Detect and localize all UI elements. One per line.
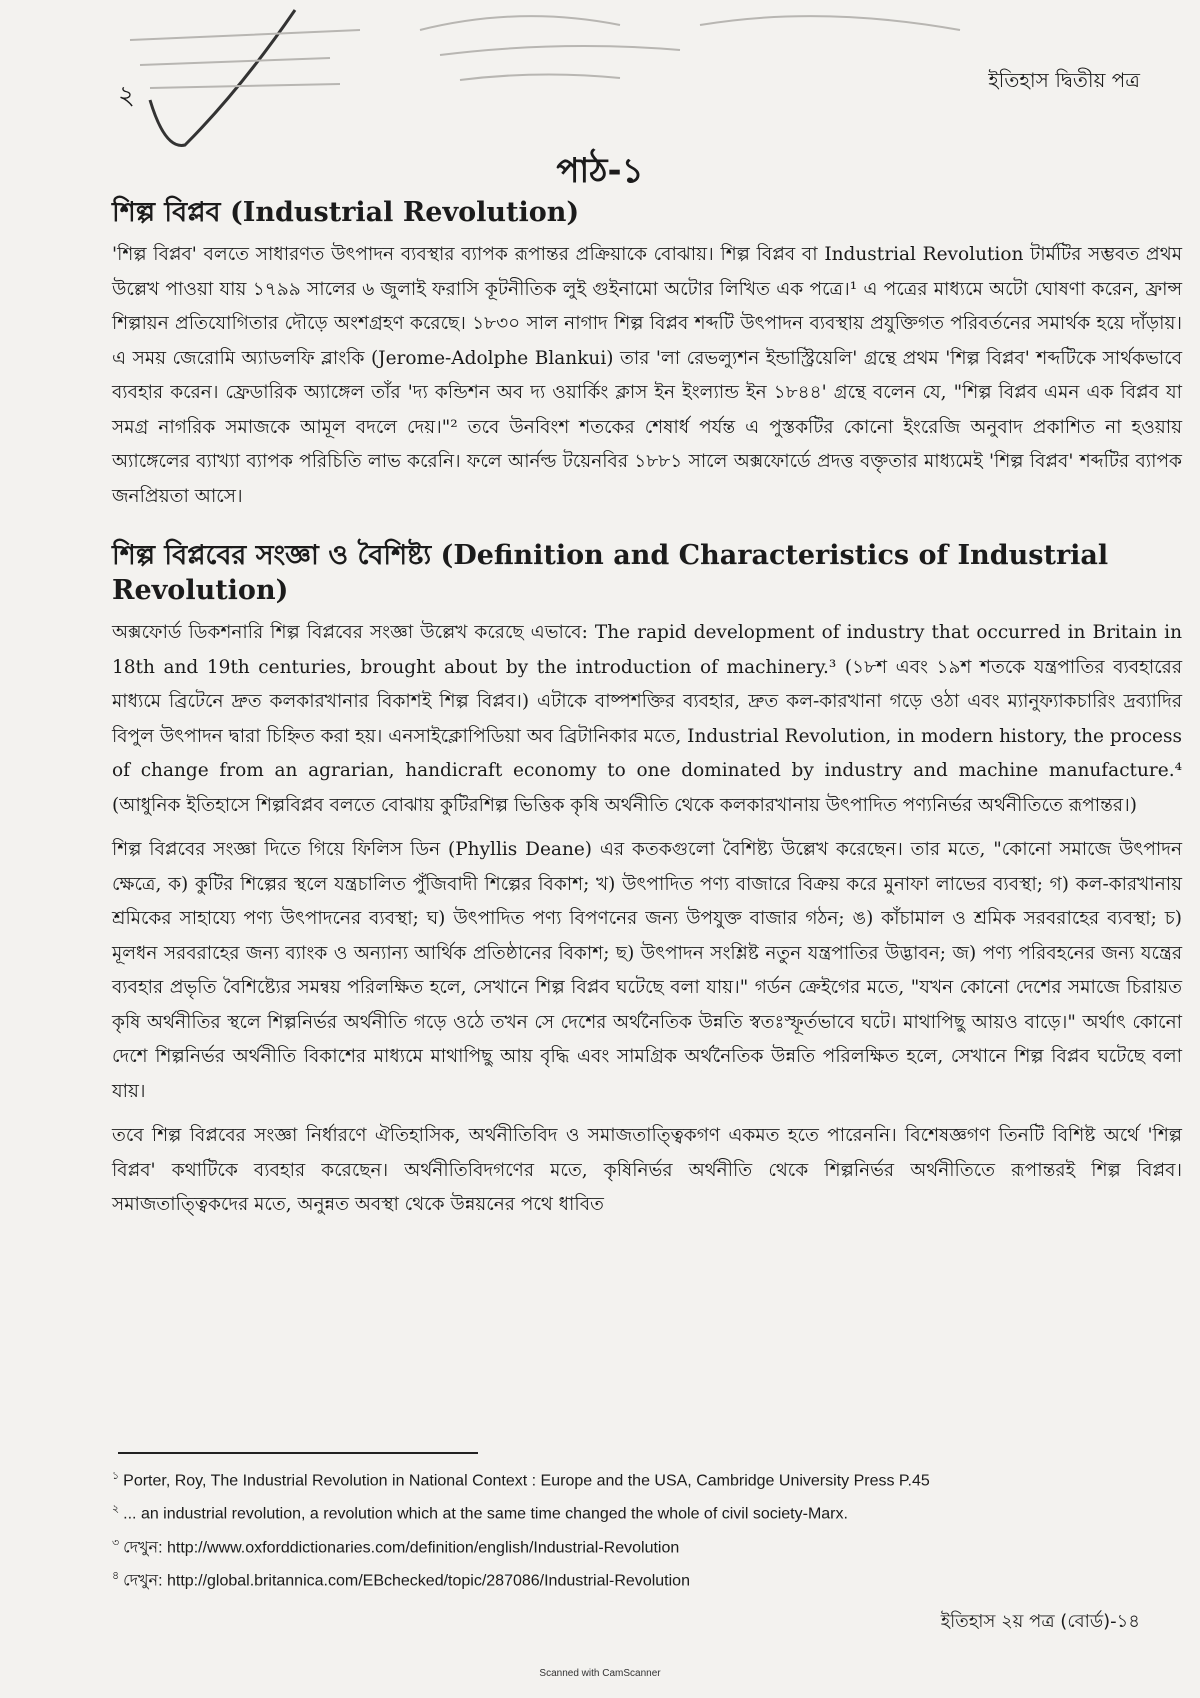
footnotes: [112, 1462, 1162, 1595]
footnote-3: [112, 1529, 1162, 1562]
section-heading-definition: শিল্প বিপ্লবের সংজ্ঞা ও বৈশিষ্ট্য (Definition and Characteristics of Industrial Revolution): [112, 540, 1109, 607]
footnote-text: দেখুন: http://global.britannica.com/EBchecked/topic/287086/Industrial-Revolution: [123, 1572, 690, 1590]
page-number: ২: [118, 81, 135, 111]
footnote-text: ... an industrial revolution, a revolution which at the same time changed the whole of civil society-Marx.: [123, 1505, 848, 1523]
footnote-mark: ২: [112, 1503, 120, 1516]
footnote-4: [112, 1562, 1162, 1595]
footnote-mark: ৩: [112, 1536, 120, 1549]
footnote-mark: ১: [112, 1470, 120, 1482]
scanner-watermark: Scanned with CamScanner: [539, 1668, 661, 1679]
footnote-text: Porter, Roy, The Industrial Revolution in National Context : Europe and the USA, Cambridge University Press P.45: [123, 1472, 930, 1490]
footnote-1: [112, 1462, 1162, 1495]
section2-paragraph-2: শিল্প বিপ্লবের সংজ্ঞা দিতে গিয়ে ফিলিস ডিন (Phyllis Deane) এর কতকগুলো বৈশিষ্ট্য উল্লেখ করেছেন। তার মতে, "কোনো সমাজে উৎপাদন ক্ষেত্রে, ক) কুটির শিল্পের স্থলে যন্ত্রচালিত পুঁজিবাদী শিল্পের বিকাশ; খ) উৎপাদিত পণ্য বাজারে বিক্রয় করে মুনাফা লাভের ব্যবস্থা; গ) কল-কারখানায় শ্রমিকের সাহায্যে পণ্য উৎপাদনের ব্যবস্থা; ঘ) উৎপাদিত পণ্য বিপণনের জন্য উপযুক্ত বাজার গঠন; ঙ) কাঁচামাল ও শ্রমিক সরবরাহের ব্যবস্থা; চ) মূলধন সরবরাহের জন্য ব্যাংক ও অন্যান্য আর্থিক প্রতিষ্ঠানের বিকাশ; ছ) উৎপাদন সংশ্লিষ্ট নতুন যন্ত্রপাতির উদ্ভাবন; জ) পণ্য পরিবহনের জন্য যন্ত্রের ব্যবহার প্রভৃতি বৈশিষ্ট্যের সমন্বয় পরিলক্ষিত হলে, সেখানে শিল্প বিপ্লব ঘটেছে বলা যায়।" গর্ডন ক্রেইগের মতে, "যখন কোনো দেশের সমাজে চিরায়ত কৃষি অর্থনীতির স্থলে শিল্পনির্ভর অর্থনীতি গড়ে ওঠে তখন সে দেশের অর্থনৈতিক উন্নতি স্বতঃস্ফূর্তভাবে ঘটে। মাথাপিছু আয়ও বাড়ে।" অর্থাৎ কোনো দেশে শিল্পনির্ভর অর্থনীতি বিকাশের মাধ্যমে মাথাপিছু আয় বৃদ্ধি এবং সামগ্রিক অর্থনৈতিক উন্নতি পরিলক্ষিত হলে, সেখানে শিল্প বিপ্লব ঘটেছে বলা যায়।: [112, 839, 1182, 1102]
footnote-2: [112, 1495, 1162, 1528]
section2-paragraph-1: অক্সফোর্ড ডিকশনারি শিল্প বিপ্লবের সংজ্ঞা উল্লেখ করেছে এভাবে: The rapid development of industry that occurred in Britain in 18th and 19th centuries, brought about by the introduction of machinery.³ (১৮শ এবং ১৯শ শতকে যন্ত্রপাতির ব্যবহারের মাধ্যমে ব্রিটেনে দ্রুত কলকারখানার বিকাশই শিল্প বিপ্লব।) এটাকে বাষ্পশক্তির ব্যবহার, দ্রুত কল-কারখানা গড়ে ওঠা এবং ম্যানুফ্যাকচারিং দ্রব্যাদির বিপুল উৎপাদন দ্বারা চিহ্নিত করা হয়। এনসাইক্লোপিডিয়া অব ব্রিটানিকার মতে, Industrial Revolution, in modern history, the process of change from an agrarian, handicraft economy to one dominated by industry and machine manufacture.⁴ (আধুনিক ইতিহাসে শিল্পবিপ্লব বলতে বোঝায় কুটিরশিল্প ভিত্তিক কৃষি অর্থনীতি থেকে কলকারখানায় উৎপাদিত পণ্যনির্ভর অর্থনীতিতে রূপান্তর।): [112, 622, 1182, 816]
main-content: [112, 195, 1182, 1233]
footnote-text: দেখুন: http://www.oxforddictionaries.com/definition/english/Industrial-Revolution: [123, 1538, 680, 1556]
footnote-divider: [118, 1452, 478, 1454]
page-header: [0, 0, 1200, 150]
footnote-mark: ৪: [112, 1569, 120, 1582]
section1-paragraph: 'শিল্প বিপ্লব' বলতে সাধারণত উৎপাদন ব্যবস্থার ব্যাপক রূপান্তর প্রক্রিয়াকে বোঝায়। শিল্প বিপ্লব বা Industrial Revolution টার্মটির সম্ভবত প্রথম উল্লেখ পাওয়া যায় ১৭৯৯ সালের ৬ জুলাই ফরাসি কূটনীতিক লুই গুইনামো অটোর লিখিত এক পত্রে।¹ এ পত্রের মাধ্যমে অটো ঘোষণা করেন, ফ্রান্স শিল্পায়ন প্রতিযোগিতার দৌড়ে অংশগ্রহণ করেছে। ১৮৩০ সাল নাগাদ শিল্প বিপ্লব শব্দটি উৎপাদন ব্যবস্থায় প্রযুক্তিগত পরিবর্তনের সমার্থক হয়ে দাঁড়ায়। এ সময় জেরোমি অ্যাডলফি ব্লাংকি (Jerome-Adolphe Blankui) তার 'লা রেভল্যুশন ইন্ডাস্ট্রিয়েলি' গ্রন্থে প্রথম 'শিল্প বিপ্লব' শব্দটিকে সার্থকভাবে ব্যবহার করেন। ফ্রেডারিক অ্যাঙ্গেল তাঁর 'দ্য কন্ডিশন অব দ্য ওয়ার্কিং ক্লাস ইন ইংল্যান্ড ইন ১৮৪৪' গ্রন্থে বলেন যে, "শিল্প বিপ্লব এমন এক বিপ্লব যা সমগ্র নাগরিক সমাজকে আমূল বদলে দেয়।"² তবে উনবিংশ শতকের শেষার্ধ পর্যন্ত এ পুস্তকটির কোনো ইংরেজি অনুবাদ প্রকাশিত না হওয়ায় অ্যাঙ্গেলের ব্যাখ্যা ব্যাপক পরিচিতি লাভ করেনি। ফলে আর্নল্ড টয়েনবির ১৮৮১ সালে অক্সফোর্ডে প্রদত্ত বক্তৃতার মাধ্যমেই 'শিল্প বিপ্লব' শব্দটির ব্যাপক জনপ্রিয়তা আসে।: [112, 244, 1182, 507]
lesson-title: পাঠ-১: [556, 151, 644, 191]
page-footer: ইতিহাস ২য় পত্র (বোর্ড)-১৪: [940, 1611, 1140, 1632]
section2-paragraph-3: তবে শিল্প বিপ্লবের সংজ্ঞা নির্ধারণে ঐতিহাসিক, অর্থনীতিবিদ ও সমাজতাত্ত্বিকগণ একমত হতে পারেননি। বিশেষজ্ঞগণ তিনটি বিশিষ্ট অর্থে 'শিল্প বিপ্লব' কথাটিকে ব্যবহার করেছেন। অর্থনীতিবিদগণের মতে, কৃষিনির্ভর অর্থনীতি থেকে শিল্পনির্ভর অর্থনীতিতে রূপান্তরই শিল্প বিপ্লব। সমাজতাত্ত্বিকদের মতে, অনুন্নত অবস্থা থেকে উন্নয়নের পথে ধাবিত: [112, 1125, 1182, 1216]
section-heading-industrial-revolution: শিল্প বিপ্লব (Industrial Revolution): [112, 197, 580, 228]
running-head: ইতিহাস দ্বিতীয় পত্র: [988, 68, 1140, 92]
